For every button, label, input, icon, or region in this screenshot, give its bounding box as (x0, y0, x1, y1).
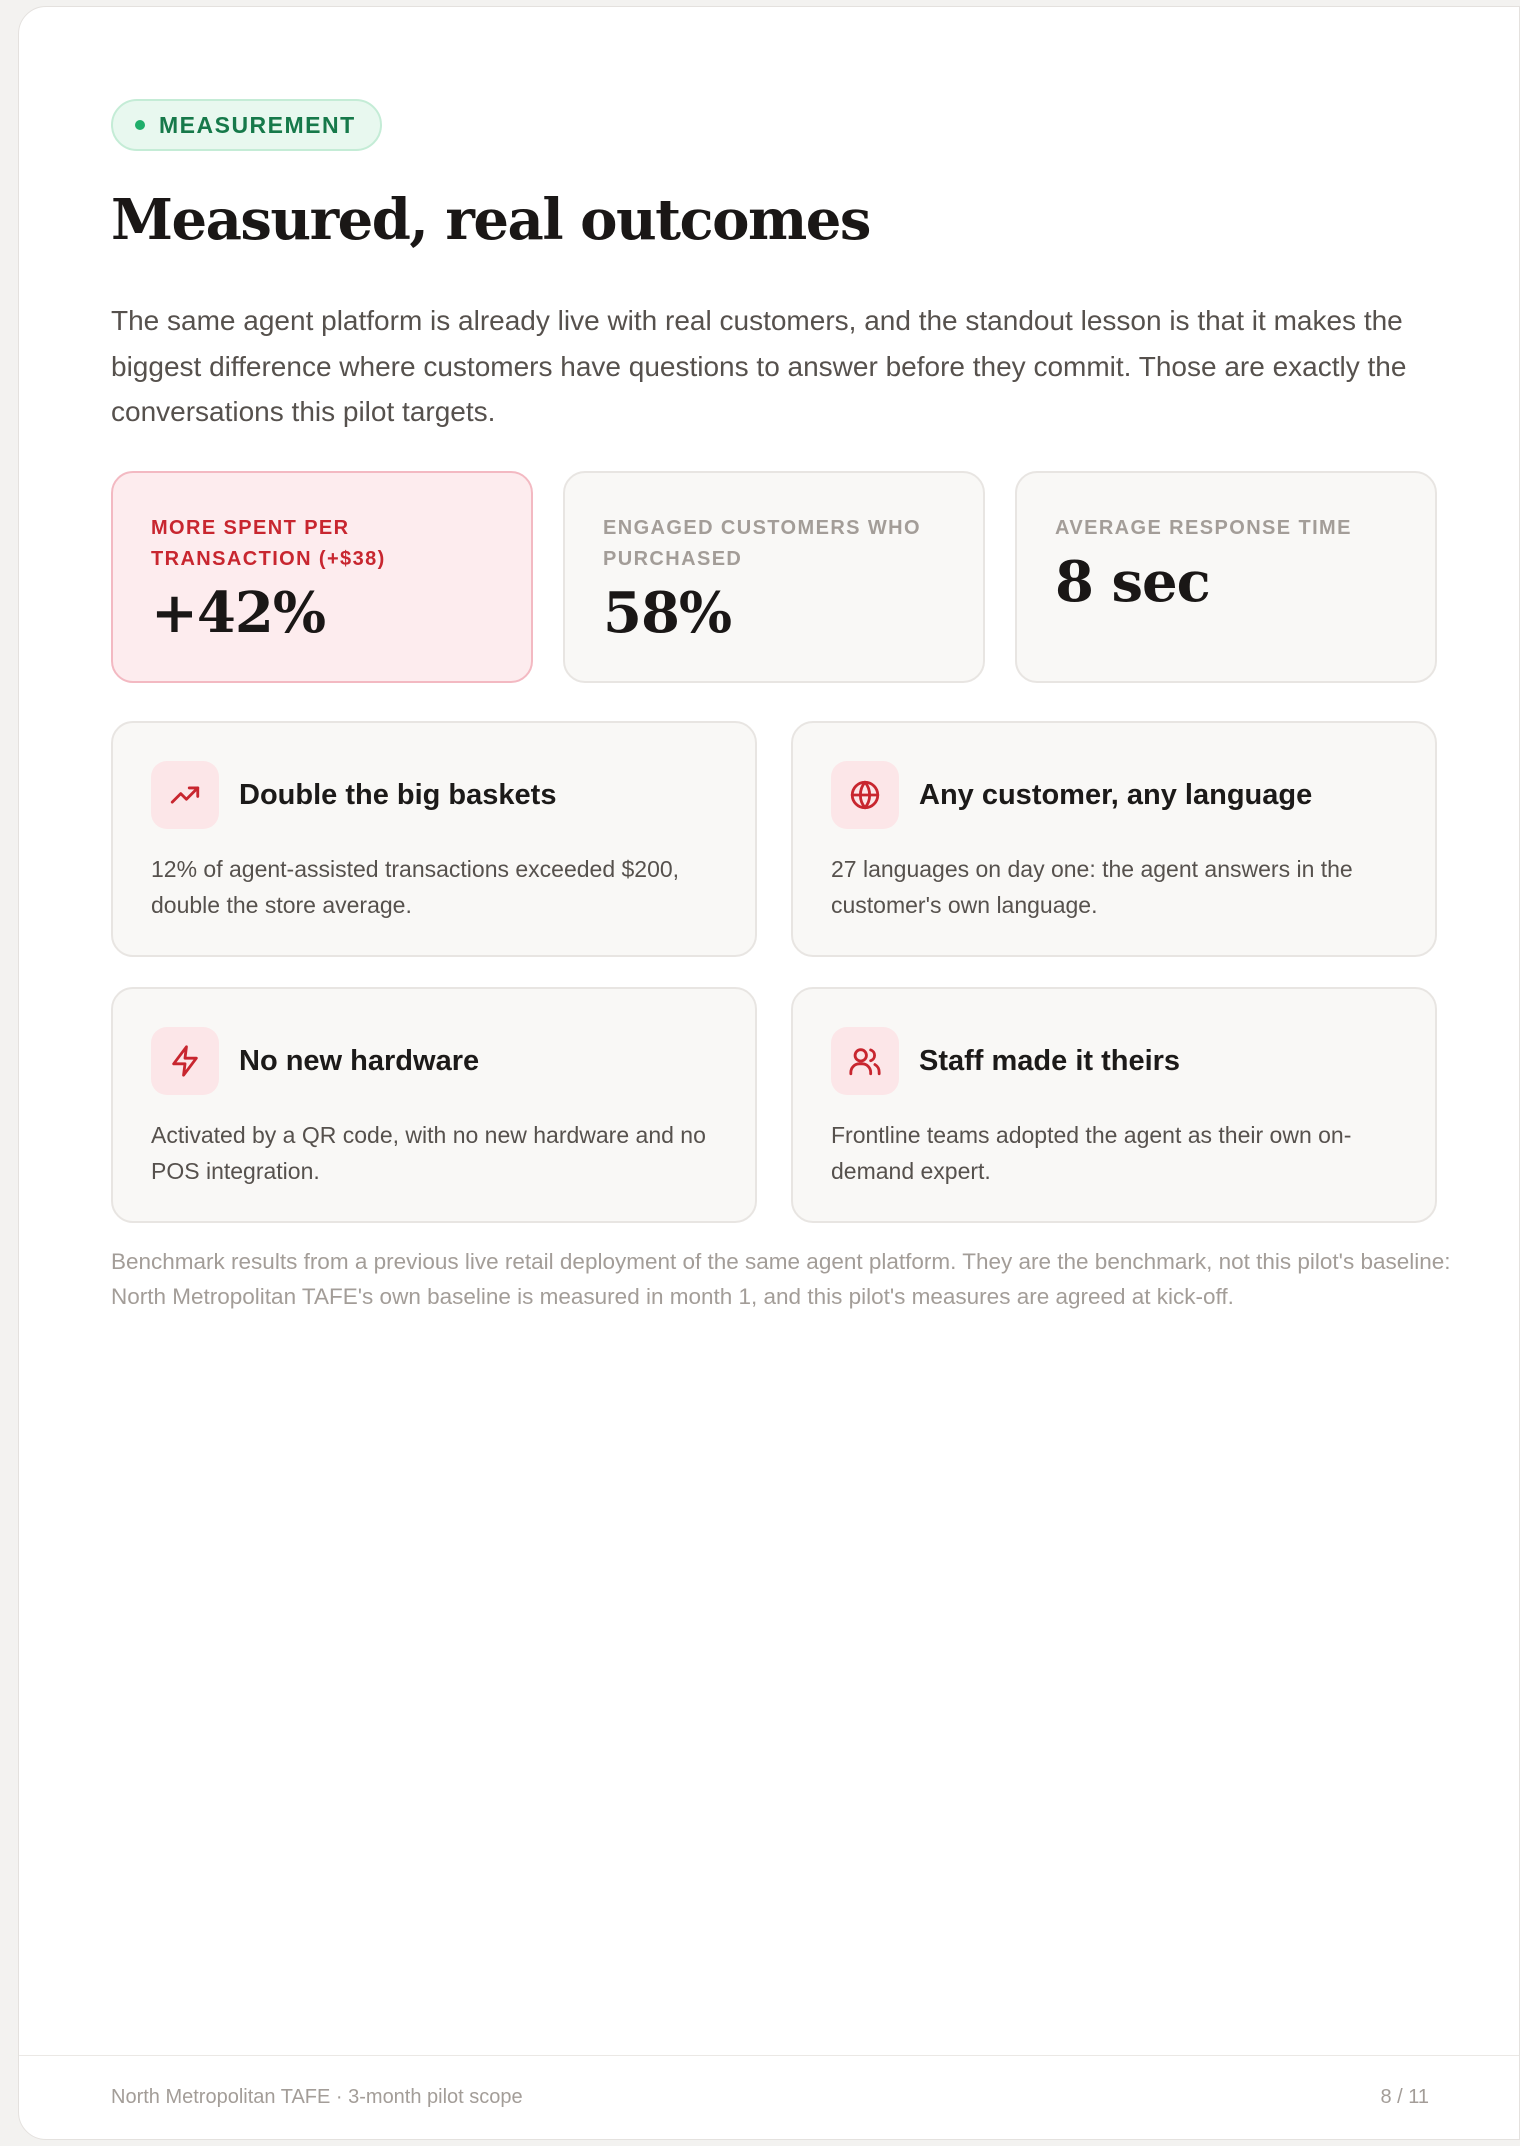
tag-dot-icon (135, 120, 145, 130)
lightning-icon (151, 1027, 219, 1095)
stat-card-response-time (1015, 471, 1437, 683)
page-content (111, 99, 1451, 1309)
stat-value: 58% (603, 580, 732, 646)
stats-row (111, 471, 1437, 683)
footer-document-title: North Metropolitan TAFE · 3-month pilot scope (111, 2086, 523, 2108)
stat-label: MORE SPENT PER TRANSACTION (+$38) (151, 517, 386, 570)
stat-card-spend (111, 471, 533, 683)
feature-body: 27 languages on day one: the agent answers in the customer's own language. (831, 856, 1353, 918)
benchmark-note: Benchmark results from a previous live retail deployment of the same agent platform. They are the benchmark, not this pilot's baseline: North Metropolitan TAFE's own baseline is measured in month 1, and this pilot's measures are agreed at kick-off. (111, 1248, 1451, 1309)
feature-title: Staff made it theirs (919, 1044, 1181, 1077)
feature-card-staff (791, 987, 1437, 1223)
intro-paragraph: The same agent platform is already live with real customers, and the standout lesson is that it makes the biggest difference where customers have questions to answer before they commit. Those are exactly the conversations this pilot targets. (111, 305, 1407, 428)
stat-label: ENGAGED CUSTOMERS WHO PURCHASED (603, 517, 921, 570)
section-tag (111, 99, 382, 151)
feature-card-language (791, 721, 1437, 957)
trending-up-icon (151, 761, 219, 829)
stat-label: AVERAGE RESPONSE TIME (1055, 517, 1352, 539)
stat-value: 8 sec (1055, 549, 1210, 615)
feature-body: 12% of agent-assisted transactions exceeded $200, double the store average. (151, 856, 680, 918)
document-page (18, 6, 1520, 2140)
feature-body: Frontline teams adopted the agent as their own on-demand expert. (831, 1122, 1352, 1184)
feature-title: Double the big baskets (239, 778, 557, 811)
feature-card-hardware (111, 987, 757, 1223)
feature-title: No new hardware (239, 1044, 480, 1077)
feature-card-big-baskets (111, 721, 757, 957)
stat-card-purchased (563, 471, 985, 683)
stat-value: +42% (151, 580, 326, 646)
feature-title: Any customer, any language (919, 778, 1313, 811)
section-tag-label: MEASUREMENT (159, 111, 356, 138)
page-footer (19, 2055, 1520, 2140)
globe-icon (831, 761, 899, 829)
page-number: 8 / 11 (1380, 2086, 1429, 2108)
page-title: Measured, real outcomes (111, 187, 870, 253)
users-icon (831, 1027, 899, 1095)
feature-body: Activated by a QR code, with no new hardware and no POS integration. (151, 1122, 706, 1184)
